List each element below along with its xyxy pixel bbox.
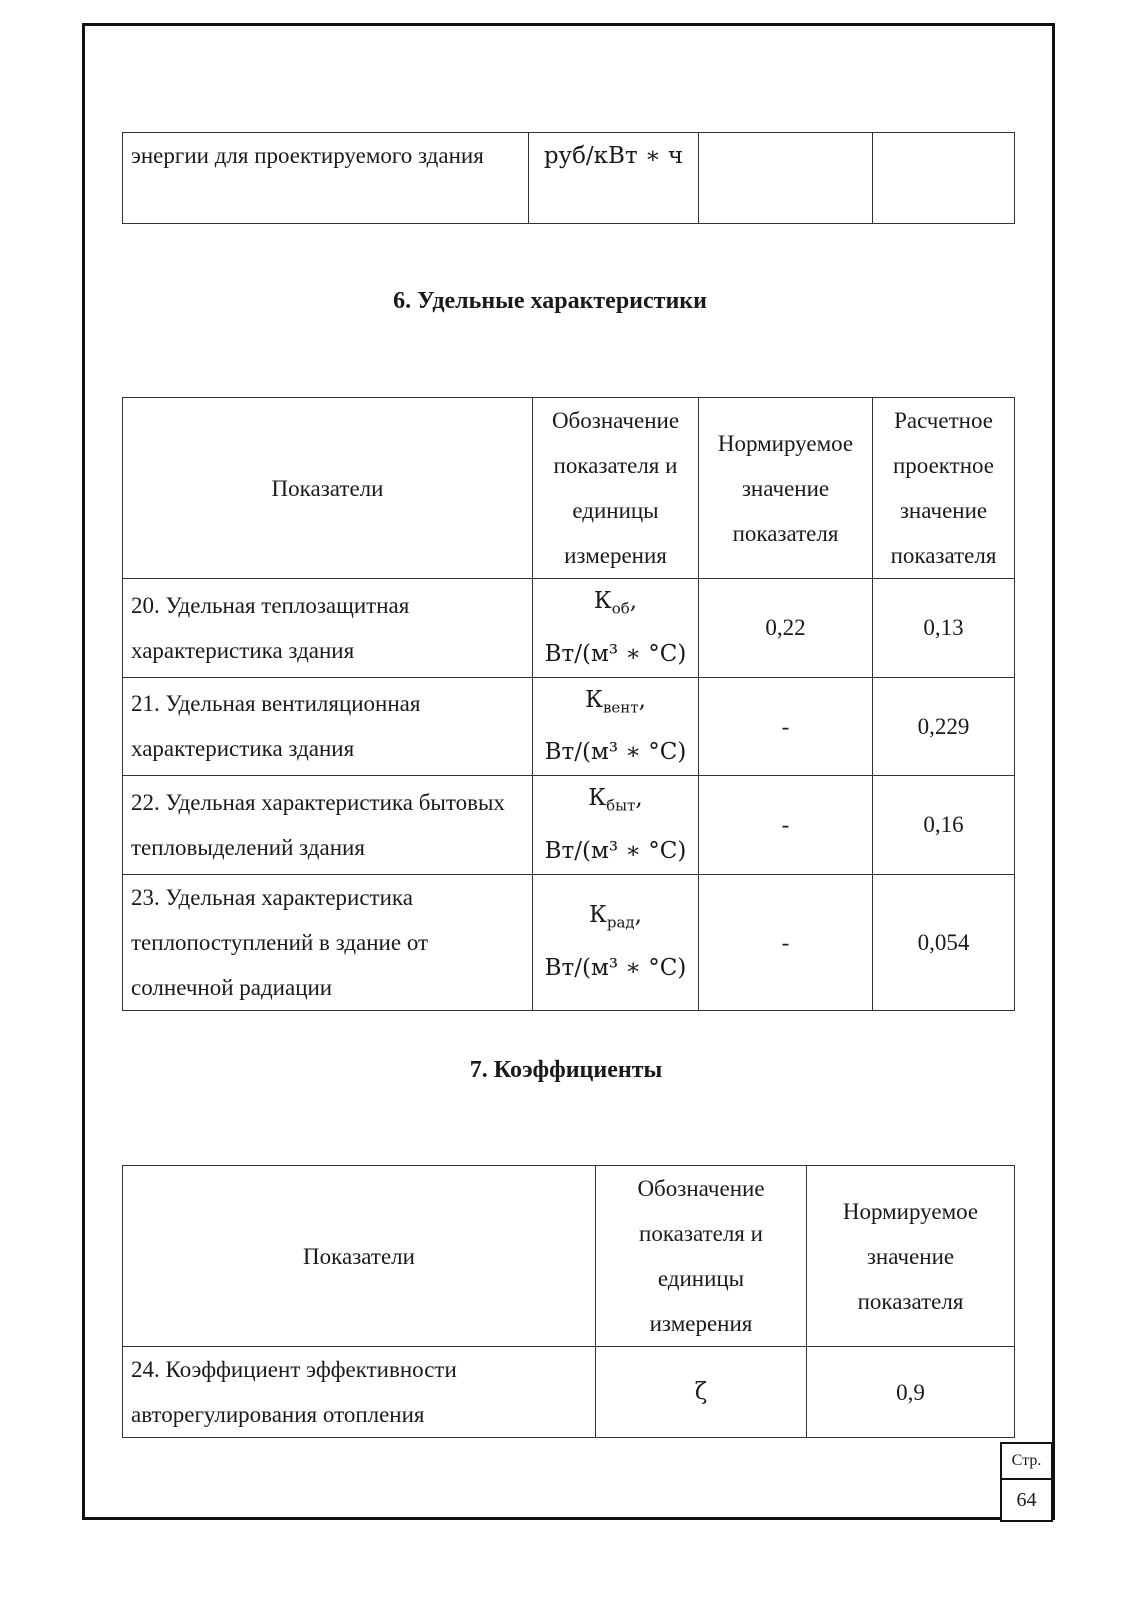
- page-number: 64: [1016, 1489, 1037, 1511]
- table-header-row: [123, 398, 1015, 579]
- header-calculated: Расчетное проектное значение показателя: [873, 398, 1015, 579]
- table-row: [123, 677, 1015, 776]
- indicator-name: энергии для проектируемого здания: [123, 133, 529, 224]
- section-7-heading: 7. Коэффициенты: [469, 1057, 663, 1083]
- coefficients-table: [122, 1165, 1015, 1438]
- table-row: [123, 579, 1015, 678]
- header-normative: Нормируемое значение показателя: [699, 398, 873, 579]
- table-row: [123, 874, 1015, 1010]
- header-normative: Нормируемое значение показателя: [807, 1166, 1015, 1347]
- indicator-symbol: $К_{рад}$, Вт/(м³ ∗ °С): [533, 874, 699, 1010]
- calc-value: 0,16: [873, 776, 1015, 875]
- norm-value: -: [699, 874, 873, 1010]
- header-indicators: Показатели: [123, 398, 533, 579]
- calc-value: [873, 133, 1015, 224]
- indicator-name: 23. Удельная характеристика теплопоступлений в здание от солнечной радиации: [123, 874, 533, 1010]
- indicator-symbol: $К_{быт}$, Вт/(м³ ∗ °С): [533, 776, 699, 875]
- page-number-box: [1000, 1478, 1053, 1522]
- norm-value: -: [699, 776, 873, 875]
- table-row: [123, 1347, 1015, 1438]
- table-row: [123, 776, 1015, 875]
- header-designation: Обозначение показателя и единицы измерения: [533, 398, 699, 579]
- calc-value: 0,229: [873, 677, 1015, 776]
- section-6-heading: 6. Удельные характеристики: [393, 288, 707, 314]
- norm-value: -: [699, 677, 873, 776]
- indicator-name: 21. Удельная вентиляционная характеристика здания: [123, 677, 533, 776]
- indicator-unit: руб/кВт ∗ ч: [529, 133, 699, 224]
- calc-value: 0,054: [873, 874, 1015, 1010]
- indicator-symbol: $К_{вент}$, Вт/(м³ ∗ °С): [533, 677, 699, 776]
- specific-characteristics-table: [122, 397, 1015, 1011]
- calc-value: 0,13: [873, 579, 1015, 678]
- header-designation: Обозначение показателя и единицы измерения: [596, 1166, 807, 1347]
- table-header-row: [123, 1166, 1015, 1347]
- indicator-name: 22. Удельная характеристика бытовых тепловыделений здания: [123, 776, 533, 875]
- norm-value: [699, 133, 873, 224]
- indicator-symbol: $К_{об}$, Вт/(м³ ∗ °С): [533, 579, 699, 678]
- indicator-symbol: ζ: [596, 1347, 807, 1438]
- table-row: [123, 133, 1015, 224]
- norm-value: 0,9: [807, 1347, 1015, 1438]
- continuation-table: [122, 132, 1015, 224]
- norm-value: 0,22: [699, 579, 873, 678]
- indicator-name: 24. Коэффициент эффективности авторегулирования отопления: [123, 1347, 596, 1438]
- indicator-name: 20. Удельная теплозащитная характеристика здания: [123, 579, 533, 678]
- page-label-box: [1000, 1442, 1053, 1480]
- page-label: Стр.: [1011, 1452, 1042, 1469]
- header-indicators: Показатели: [123, 1166, 596, 1347]
